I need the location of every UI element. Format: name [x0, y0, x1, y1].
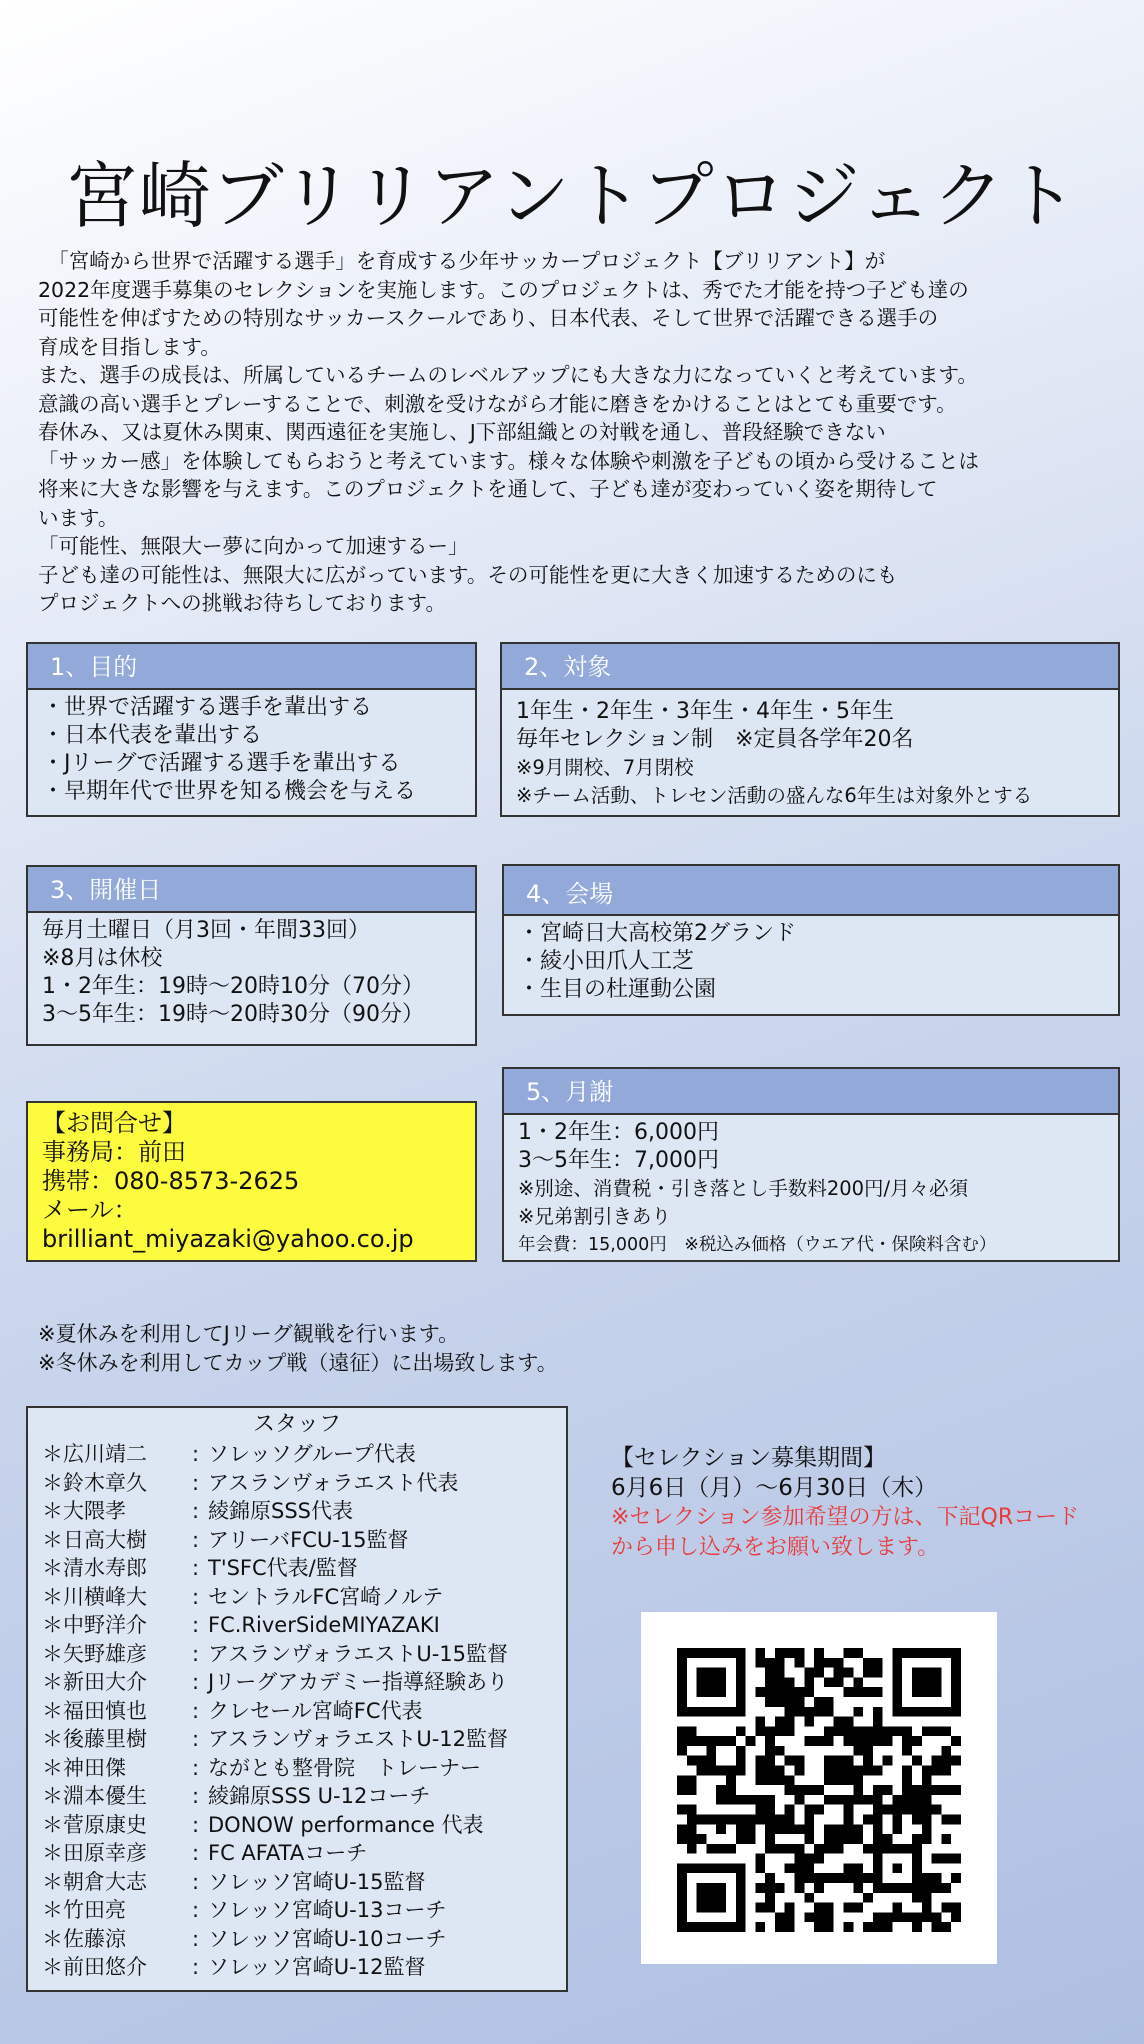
staff-row	[42, 1839, 508, 1868]
staff-row	[42, 1782, 508, 1811]
fee-line: 年会費：15,000円 ※税込み価格（ウエア代・保険料含む）	[518, 1235, 997, 1255]
fee-line: 3～5年生：7,000円	[518, 1148, 719, 1173]
staff-row	[42, 1754, 508, 1783]
staff-row	[42, 1896, 508, 1925]
selection-dates: 6月6日（月）～6月30日（木）	[611, 1475, 938, 1501]
staff-separator: :	[192, 1955, 200, 1979]
selection-note: ※セレクション参加希望の方は、下記QRコード	[611, 1505, 1080, 1530]
schedule-heading: 3、開催日	[28, 867, 475, 913]
venue-heading: 4、会場	[504, 866, 1118, 916]
target-box	[500, 642, 1120, 817]
staff-row	[42, 1725, 508, 1754]
staff-separator: :	[192, 1499, 200, 1523]
venue-list	[504, 916, 1118, 1008]
fee-line: ※別途、消費税・引き落とし手数料200円/月々必須	[518, 1177, 969, 1200]
staff-role: T'SFC代表/監督	[208, 1556, 358, 1580]
purpose-item: ・世界で活躍する選手を輩出する	[42, 695, 373, 720]
staff-row	[42, 1868, 508, 1897]
staff-role: ながとも整骨院 トレーナー	[208, 1755, 481, 1780]
staff-separator: :	[192, 1841, 200, 1865]
target-line: ※チーム活動、トレセン活動の盛んな6年生は対象外とする	[516, 784, 1033, 807]
staff-name: ＊川横峰大	[42, 1584, 147, 1609]
staff-row	[42, 1811, 508, 1840]
note-line: ※夏休みを利用してJリーグ観戦を行います。	[38, 1322, 460, 1346]
staff-separator: :	[192, 1584, 200, 1609]
staff-separator: :	[192, 1698, 200, 1723]
staff-row	[42, 1554, 508, 1583]
page-title: 宮崎ブリリアントプロジェクト	[65, 154, 1079, 238]
selection-note: から申し込みをお願い致します。	[611, 1535, 940, 1560]
staff-separator: :	[192, 1442, 200, 1466]
fee-box	[502, 1067, 1120, 1262]
staff-role: ソレッソ宮崎U-10コーチ	[208, 1926, 447, 1951]
staff-name: ＊中野洋介	[42, 1613, 147, 1637]
target-line: ※9月開校、7月閉校	[516, 756, 694, 779]
schedule-list	[28, 913, 475, 1033]
staff-row	[42, 1640, 508, 1669]
staff-name: ＊鈴木章久	[42, 1470, 147, 1495]
staff-role: アスランヴォラエスト代表	[208, 1470, 459, 1495]
schedule-line: ※8月は休校	[42, 946, 163, 971]
staff-row	[42, 1668, 508, 1697]
staff-role: 綾錦原SSS U-12コーチ	[208, 1784, 431, 1808]
fee-list	[504, 1115, 1118, 1263]
venue-item: ・生目の杜運動公園	[518, 977, 717, 1002]
staff-name: ＊大隈孝	[42, 1499, 126, 1523]
target-line: 毎年セレクション制 ※定員各学年20名	[516, 727, 914, 752]
staff-separator: :	[192, 1470, 200, 1495]
staff-separator: :	[192, 1670, 200, 1694]
staff-role: DONOW performance 代表	[208, 1812, 484, 1837]
staff-role: 綾錦原SSS代表	[208, 1499, 353, 1523]
fee-heading: 5、月謝	[504, 1069, 1118, 1115]
venue-item: ・宮崎日大高校第2グランド	[518, 921, 796, 946]
purpose-box	[26, 642, 477, 817]
venue-item: ・綾小田爪人工芝	[518, 949, 695, 974]
staff-row	[42, 1583, 508, 1612]
staff-role: Jリーグアカデミー指導経験あり	[208, 1670, 508, 1694]
staff-separator: :	[192, 1812, 200, 1837]
purpose-item: ・早期年代で世界を知る機会を与える	[42, 779, 417, 804]
staff-separator: :	[192, 1613, 200, 1637]
staff-row	[42, 1469, 508, 1498]
intro-text: 「宮崎から世界で活躍する選手」を育成する少年サッカープロジェクト【ブリリアント】が 2022年度選手募集のセレクションを実施します。このプロジェクトは、秀でた才能を持つ子ども達の 可能性を伸ばすための特別なサッカースクールであり、日本代表、そして世界で活躍できる選手の 育成を目指します。 また、選手の成長は、所属しているチームのレベルアップにも大きな力になっていくと考えています。 意識の高い選手とプレーすることで、刺激を受けながら才能に磨きをかけることはとても重要です。 春休み、又は夏休み関東、関西遠征を実施し、J下部組織との対戦を通し、普段経験できない 「サッカー感」を体験してもらおうと考えています。様々な体験や刺激を子どもの頃から受けることは 将来に大きな影響を与えます。このプロジェクトを通して、子ども達が変わっていく姿を期待して います。 「可能性、無限大ー夢に向かって加速するー」 子ども達の可能性は、無限大に広がっています。その可能性を更に大きく加速するためのにも プロジェクトへの挑戦お待ちしております。	[38, 249, 979, 615]
staff-separator: :	[192, 1898, 200, 1922]
qr-code-icon	[677, 1648, 961, 1932]
schedule-line: 毎月土曜日（月3回・年間33回）	[42, 918, 370, 943]
note-line: ※冬休みを利用してカップ戦（遠征）に出場致します。	[38, 1351, 558, 1375]
staff-row	[42, 1697, 508, 1726]
staff-role: アスランヴォラエストU-15監督	[208, 1641, 508, 1666]
staff-name: ＊広川靖二	[42, 1442, 147, 1466]
staff-name: ＊竹田亮	[42, 1898, 126, 1922]
staff-role: ソレッソ宮崎U-15監督	[208, 1869, 426, 1894]
target-line: 1年生・2年生・3年生・4年生・5年生	[516, 699, 894, 724]
staff-role: セントラルFC宮崎ノルテ	[208, 1584, 444, 1609]
schedule-line: 1・2年生：19時～20時10分（70分）	[42, 974, 424, 999]
staff-name: ＊朝倉大志	[42, 1869, 147, 1894]
staff-name: ＊後藤里樹	[42, 1727, 147, 1751]
staff-separator: :	[192, 1784, 200, 1808]
staff-role: アスランヴォラエストU-12監督	[208, 1727, 508, 1751]
staff-row	[42, 1611, 508, 1640]
purpose-item: ・Jリーグで活躍する選手を輩出する	[42, 751, 401, 776]
fee-line: 1・2年生：6,000円	[518, 1120, 719, 1145]
staff-row	[42, 1526, 508, 1555]
staff-name: ＊矢野雄彦	[42, 1641, 147, 1666]
staff-separator: :	[192, 1869, 200, 1894]
target-heading: 2、対象	[502, 644, 1118, 690]
staff-name: ＊清水寿郎	[42, 1556, 147, 1580]
staff-box	[26, 1406, 568, 1992]
staff-role: FC AFATAコーチ	[208, 1841, 368, 1865]
purpose-item: ・日本代表を輩出する	[42, 723, 263, 748]
venue-box	[502, 864, 1120, 1016]
purpose-list	[28, 690, 475, 810]
fee-line: ※兄弟割引きあり	[518, 1205, 671, 1228]
contact-office: 事務局：前田	[42, 1138, 186, 1166]
staff-name: ＊菅原康史	[42, 1812, 147, 1837]
staff-role: ソレッソ宮崎U-12監督	[208, 1955, 426, 1979]
contact-mail-label: メール：	[42, 1196, 138, 1224]
staff-heading: スタッフ	[252, 1412, 341, 1437]
staff-separator: :	[192, 1926, 200, 1951]
staff-role: ソレッソグループ代表	[208, 1442, 416, 1466]
contact-email[interactable]: brilliant_miyazaki@yahoo.co.jp	[42, 1225, 414, 1253]
contact-phone[interactable]: 携帯：080-8573-2625	[42, 1167, 300, 1195]
staff-row	[42, 1497, 508, 1526]
staff-name: ＊田原幸彦	[42, 1841, 147, 1865]
staff-name: ＊福田慎也	[42, 1698, 147, 1723]
qr-code[interactable]	[641, 1612, 997, 1964]
staff-name: ＊淵本優生	[42, 1784, 147, 1808]
staff-row	[42, 1440, 508, 1469]
staff-name: ＊佐藤涼	[42, 1926, 126, 1951]
staff-role: ソレッソ宮崎U-13コーチ	[208, 1898, 447, 1922]
schedule-line: 3～5年生：19時～20時30分（90分）	[42, 1002, 424, 1027]
staff-separator: :	[192, 1641, 200, 1666]
staff-row	[42, 1953, 508, 1982]
staff-name: ＊日高大樹	[42, 1527, 147, 1552]
purpose-heading: 1、目的	[28, 644, 475, 690]
selection-heading: 【セレクション募集期間】	[611, 1445, 887, 1471]
staff-separator: :	[192, 1727, 200, 1751]
staff-name: ＊新田大介	[42, 1670, 147, 1694]
staff-separator: :	[192, 1527, 200, 1552]
staff-separator: :	[192, 1755, 200, 1780]
contact-box	[26, 1101, 477, 1262]
selection-period	[611, 1443, 1079, 1563]
staff-table	[42, 1440, 508, 1982]
staff-row	[42, 1925, 508, 1954]
schedule-box	[26, 865, 477, 1046]
target-list	[502, 690, 1118, 814]
notes	[38, 1320, 558, 1378]
staff-name: ＊神田傑	[42, 1755, 126, 1780]
staff-separator: :	[192, 1556, 200, 1580]
staff-role: アリーバFCU-15監督	[208, 1527, 409, 1552]
staff-name: ＊前田悠介	[42, 1955, 147, 1979]
contact-heading: 【お問合せ】	[42, 1109, 186, 1137]
staff-role: クレセール宮崎FC代表	[208, 1698, 423, 1723]
staff-role: FC.RiverSideMIYAZAKI	[208, 1613, 440, 1637]
